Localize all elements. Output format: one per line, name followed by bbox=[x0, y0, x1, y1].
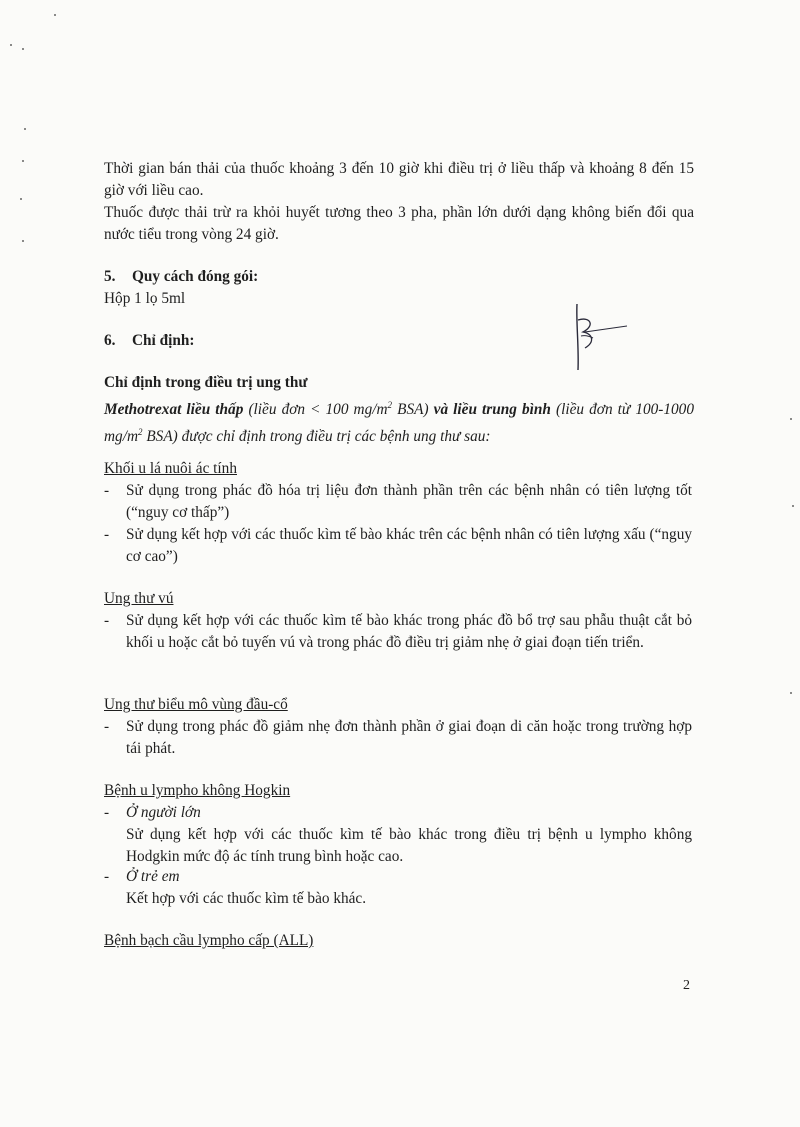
breast-cancer-title: Ung thư vú bbox=[104, 590, 174, 607]
section-number: 5. bbox=[104, 268, 116, 285]
scan-speck bbox=[10, 44, 12, 46]
section-number: 6. bbox=[104, 332, 116, 349]
list-dash: - bbox=[104, 482, 110, 499]
list-dash: - bbox=[104, 612, 110, 629]
section-title: Quy cách đóng gói: bbox=[132, 268, 259, 285]
scan-speck bbox=[790, 692, 792, 694]
cancer-intro-paragraph bbox=[104, 394, 694, 448]
list-dash: - bbox=[104, 718, 110, 735]
scan-speck bbox=[24, 128, 26, 130]
list-item bbox=[104, 610, 694, 676]
scan-speck bbox=[54, 14, 56, 16]
lymphoma-title: Bệnh u lympho không Hogkin bbox=[104, 782, 291, 799]
adult-text: Sử dụng kết hợp với các thuốc kìm tế bào khác trong điều trị bệnh u lympho không Hodgkin mức độ ác tính trung bình hoặc cao. bbox=[126, 826, 692, 865]
scan-speck bbox=[22, 240, 24, 242]
drug-dose-label: Methotrexat liều thấp bbox=[104, 401, 244, 419]
list-dash: - bbox=[104, 868, 110, 885]
page-number: 2 bbox=[683, 978, 690, 993]
child-label: Ở trẻ em bbox=[126, 868, 180, 885]
packaging-text: Hộp 1 lọ 5ml bbox=[104, 290, 186, 307]
list-item bbox=[104, 866, 694, 910]
list-item-text: Sử dụng trong phác đồ hóa trị liệu đơn thành phần trên các bệnh nhân có tiên lượng tốt (“nguy cơ thấp”) bbox=[126, 482, 692, 521]
superscript: 2 bbox=[138, 427, 143, 438]
scan-speck bbox=[22, 160, 24, 162]
child-text: Kết hợp với các thuốc kìm tế bào khác. bbox=[126, 890, 367, 907]
section-5-heading bbox=[104, 266, 694, 288]
scan-speck bbox=[22, 48, 24, 50]
list-item bbox=[104, 480, 694, 524]
scan-speck bbox=[20, 198, 22, 200]
medium-dose-label: và liều trung bình bbox=[433, 401, 551, 419]
head-neck-title: Ung thư biểu mô vùng đầu-cổ bbox=[104, 696, 288, 713]
superscript: 2 bbox=[387, 400, 393, 410]
list-item-text: Sử dụng kết hợp với các thuốc kìm tế bào khác trong phác đồ bổ trợ sau phẫu thuật cắt bỏ khối u hoặc cắt bỏ tuyến vú và trong phác đồ điều trị giảm nhẹ ở giai đoạn tiến triển. bbox=[126, 612, 692, 651]
list-dash: - bbox=[104, 526, 110, 543]
trophoblastic-title: Khối u lá nuôi ác tính bbox=[104, 460, 237, 477]
low-dose-range: (liều đơn < 100 mg/m bbox=[248, 401, 388, 419]
list-dash: - bbox=[104, 804, 110, 821]
adult-label: Ở người lớn bbox=[126, 804, 201, 821]
scan-speck bbox=[790, 418, 792, 420]
list-item-text: Sử dụng trong phác đồ giảm nhẹ đơn thành phần ở giai đoạn di căn hoặc trong trường hợp tái phát. bbox=[126, 718, 692, 757]
medium-dose-unit: BSA) được chỉ định trong điều trị các bệnh ung thư sau: bbox=[142, 428, 491, 446]
medium-dose-range: (liều đơn từ 100-1000 mg/m bbox=[104, 401, 694, 446]
section-title: Chỉ định: bbox=[132, 332, 195, 349]
list-item-text: Sử dụng kết hợp với các thuốc kìm tế bào khác trên các bệnh nhân có tiên lượng xấu (“nguy cơ cao”) bbox=[126, 526, 692, 565]
cancer-indication-heading: Chỉ định trong điều trị ung thư bbox=[104, 374, 308, 391]
handwritten-signature bbox=[567, 302, 631, 372]
half-life-paragraph: Thời gian bán thải của thuốc khoảng 3 đến 10 giờ khi điều trị ở liều thấp và khoảng 8 đến 15 giờ với liều cao. bbox=[104, 160, 694, 199]
list-item bbox=[104, 802, 694, 868]
list-item bbox=[104, 716, 694, 760]
low-dose-unit: BSA) bbox=[392, 401, 429, 419]
list-item bbox=[104, 524, 694, 568]
all-title: Bệnh bạch cầu lympho cấp (ALL) bbox=[104, 932, 314, 949]
elimination-paragraph: Thuốc được thải trừ ra khỏi huyết tương theo 3 pha, phần lớn dưới dạng không biến đổi qua nước tiểu trong vòng 24 giờ. bbox=[104, 204, 694, 243]
scan-speck bbox=[792, 505, 794, 507]
